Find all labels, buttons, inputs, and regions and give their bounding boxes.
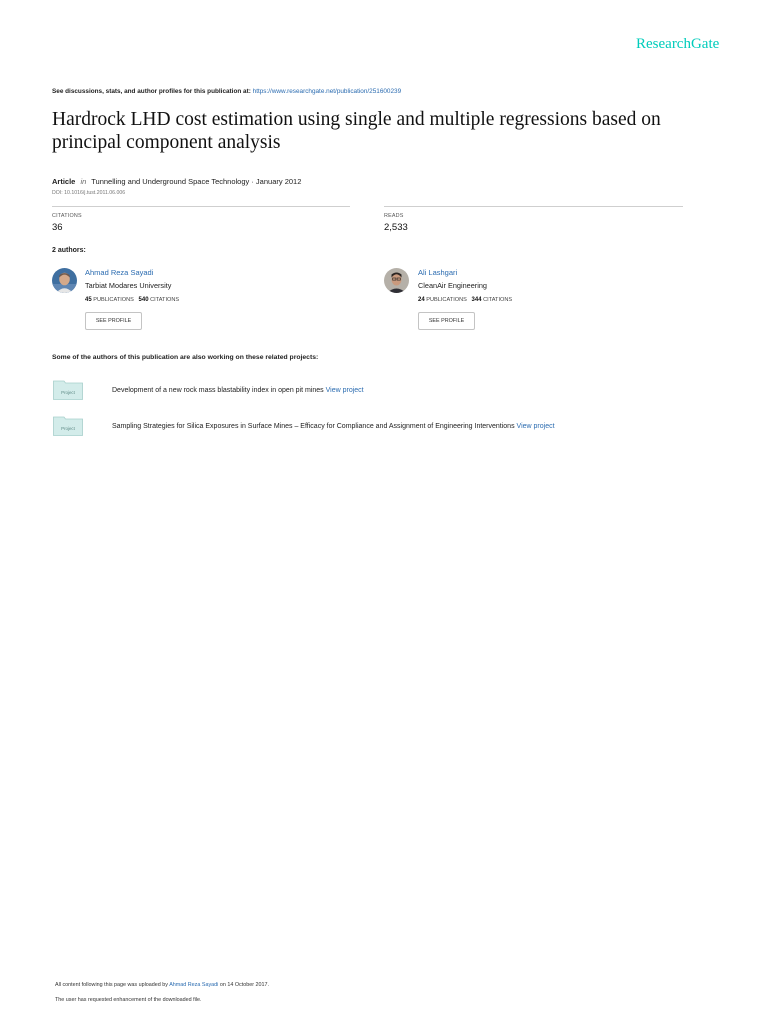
- citations-value: 36: [52, 222, 63, 233]
- project-icon-label-1: Project: [61, 390, 75, 395]
- author-name-1[interactable]: Ahmad Reza Sayadi: [85, 268, 154, 277]
- citations-label: CITATIONS: [52, 213, 82, 219]
- author-institution-1: Tarbiat Modares University: [85, 281, 172, 290]
- enhancement-note: The user has requested enhancement of the downloaded file.: [55, 997, 202, 1003]
- uploaded-suffix: on 14 October 2017.: [219, 982, 269, 988]
- author-stats-2: [418, 297, 512, 303]
- researchgate-logo[interactable]: ResearchGate: [636, 36, 720, 52]
- author-institution-2: CleanAir Engineering: [418, 281, 487, 290]
- project-row-2: [112, 423, 555, 430]
- avatar-author-2[interactable]: [384, 268, 409, 293]
- author-citations-label-2: CITATIONS: [483, 297, 513, 303]
- authors-heading: 2 authors:: [52, 247, 86, 254]
- discussion-text: See discussions, stats, and author profiles for this publication at:: [52, 88, 251, 95]
- view-project-link-1[interactable]: View project: [325, 387, 364, 394]
- view-project-link-2[interactable]: View project: [516, 423, 555, 430]
- article-type: Article: [52, 177, 76, 186]
- paper-title: Hardrock LHD cost estimation using single and multiple regressions based on principal component analysis: [52, 109, 661, 153]
- see-profile-button-2[interactable]: SEE PROFILE: [418, 312, 475, 330]
- project-folder-icon-1: [53, 380, 83, 400]
- project-title-1: Development of a new rock mass blastability index in open pit mines: [112, 387, 324, 394]
- project-icon-label-2: Project: [61, 426, 75, 431]
- in-word: in: [80, 177, 87, 186]
- author-publications-label-2: PUBLICATIONS: [426, 297, 467, 303]
- uploaded-prefix: All content following this page was uploaded by: [55, 982, 168, 988]
- publication-url-link[interactable]: https://www.researchgate.net/publication/251600239: [252, 88, 402, 95]
- author-citations-label-1: CITATIONS: [150, 297, 180, 303]
- see-profile-button-1[interactable]: SEE PROFILE: [85, 312, 142, 330]
- uploader-link[interactable]: Ahmad Reza Sayadi: [169, 982, 219, 988]
- reads-label: READS: [384, 213, 404, 219]
- author-stats-1: [85, 297, 179, 303]
- reads-value: 2,533: [384, 222, 408, 233]
- uploaded-note: [55, 982, 269, 988]
- author-citations-count-2: 344: [471, 297, 482, 303]
- author-publications-count-2: 24: [418, 297, 425, 303]
- discussion-line: [52, 88, 401, 95]
- project-row-1: [112, 387, 364, 394]
- project-title-2: Sampling Strategies for Silica Exposures in Surface Mines – Efficacy for Compliance and Assignment of Engineering Interventions: [112, 423, 515, 430]
- paper-meta: [52, 177, 301, 186]
- avatar-author-1[interactable]: [52, 268, 77, 293]
- author-publications-label-1: PUBLICATIONS: [93, 297, 134, 303]
- citations-divider: [52, 206, 350, 207]
- author-name-2[interactable]: Ali Lashgari: [418, 268, 458, 277]
- related-projects-heading: Some of the authors of this publication are also working on these related projects:: [52, 354, 319, 361]
- project-folder-icon-2: [53, 416, 83, 436]
- doi: DOI: 10.1016/j.tust.2011.06.006: [52, 190, 126, 196]
- author-citations-count-1: 540: [138, 297, 149, 303]
- reads-divider: [384, 206, 683, 207]
- venue-date: Tunnelling and Underground Space Technology · January 2012: [91, 177, 302, 186]
- author-publications-count-1: 45: [85, 297, 92, 303]
